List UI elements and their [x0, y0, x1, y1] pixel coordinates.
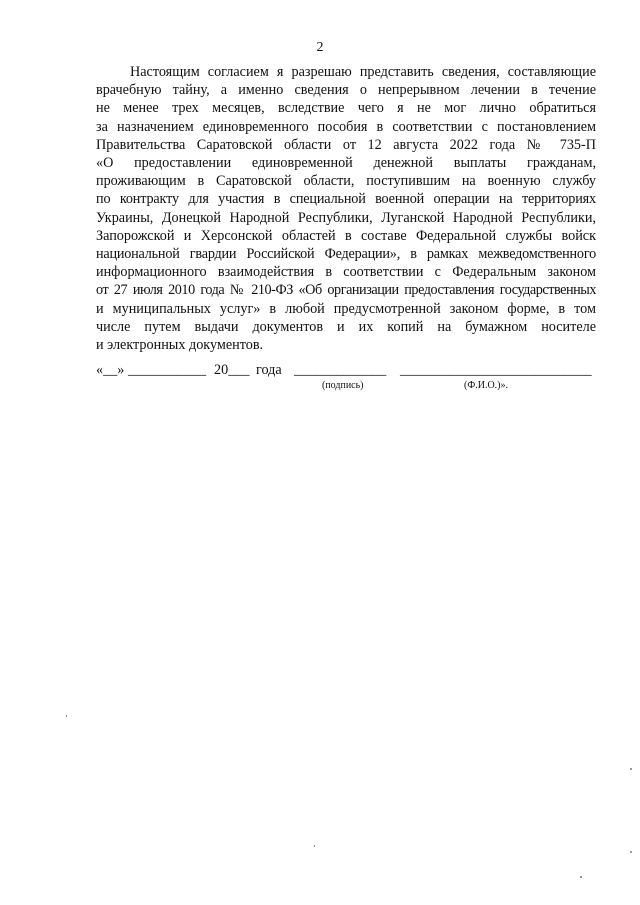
signature-row [96, 362, 596, 402]
signature-caption: (подпись) [322, 380, 364, 391]
consent-line: за назначением единовременного пособия в соответствии с постановлением [96, 118, 596, 135]
scan-speck [630, 851, 632, 853]
date-day-field: «__» [96, 362, 125, 378]
consent-line: Украины, Донецкой Народной Республики, Луганской Народной Республики, [96, 209, 596, 226]
consent-line: от 27 июля 2010 года № 210-ФЗ «Об организации предоставления государственных [96, 282, 596, 299]
consent-line: и электронных документов. [96, 337, 264, 354]
consent-line: информационного взаимодействия в соответствии с Федеральным законом [96, 264, 596, 281]
consent-paragraph [96, 63, 596, 354]
consent-line: национальной гвардии Российской Федерации», в рамках межведомственного [96, 246, 596, 263]
signature-field: _____________ [294, 362, 387, 378]
consent-line: врачебную тайну, а именно сведения о непрерывном лечении в течение [96, 82, 596, 99]
scan-speck [580, 876, 582, 878]
consent-line: проживающим в Саратовской области, поступившим на военную службу [96, 173, 596, 190]
scan-speck [314, 845, 315, 847]
consent-line: числе путем выдачи документов и их копий на бумажном носителе [96, 318, 596, 335]
consent-line: Правительства Саратовской области от 12 августа 2022 года № 735-П [96, 136, 596, 153]
year-word: года [256, 362, 282, 378]
full-name-caption: (Ф.И.О.)». [464, 380, 509, 391]
date-year-field: 20___ [214, 362, 250, 378]
consent-line: Запорожской и Херсонской областей в составе Федеральной службы войск [96, 227, 596, 244]
consent-line: Настоящим согласием я разрешаю представить сведения, составляющие [130, 64, 596, 80]
consent-line: не менее трех месяцев, вследствие чего я не мог лично обратиться [96, 100, 596, 117]
full-name-field: ___________________________ [400, 362, 592, 378]
scan-speck [630, 768, 632, 770]
scan-speck [66, 715, 67, 717]
consent-line: «О предоставлении единовременной денежной выплаты гражданам, [96, 155, 596, 172]
date-month-field: ___________ [128, 362, 207, 378]
consent-line: и муниципальных услуг» в любой предусмотренной законом форме, в том [96, 300, 596, 317]
page-number: 2 [316, 40, 324, 55]
consent-line: по контракту для участия в специальной военной операции на территориях [96, 191, 596, 208]
